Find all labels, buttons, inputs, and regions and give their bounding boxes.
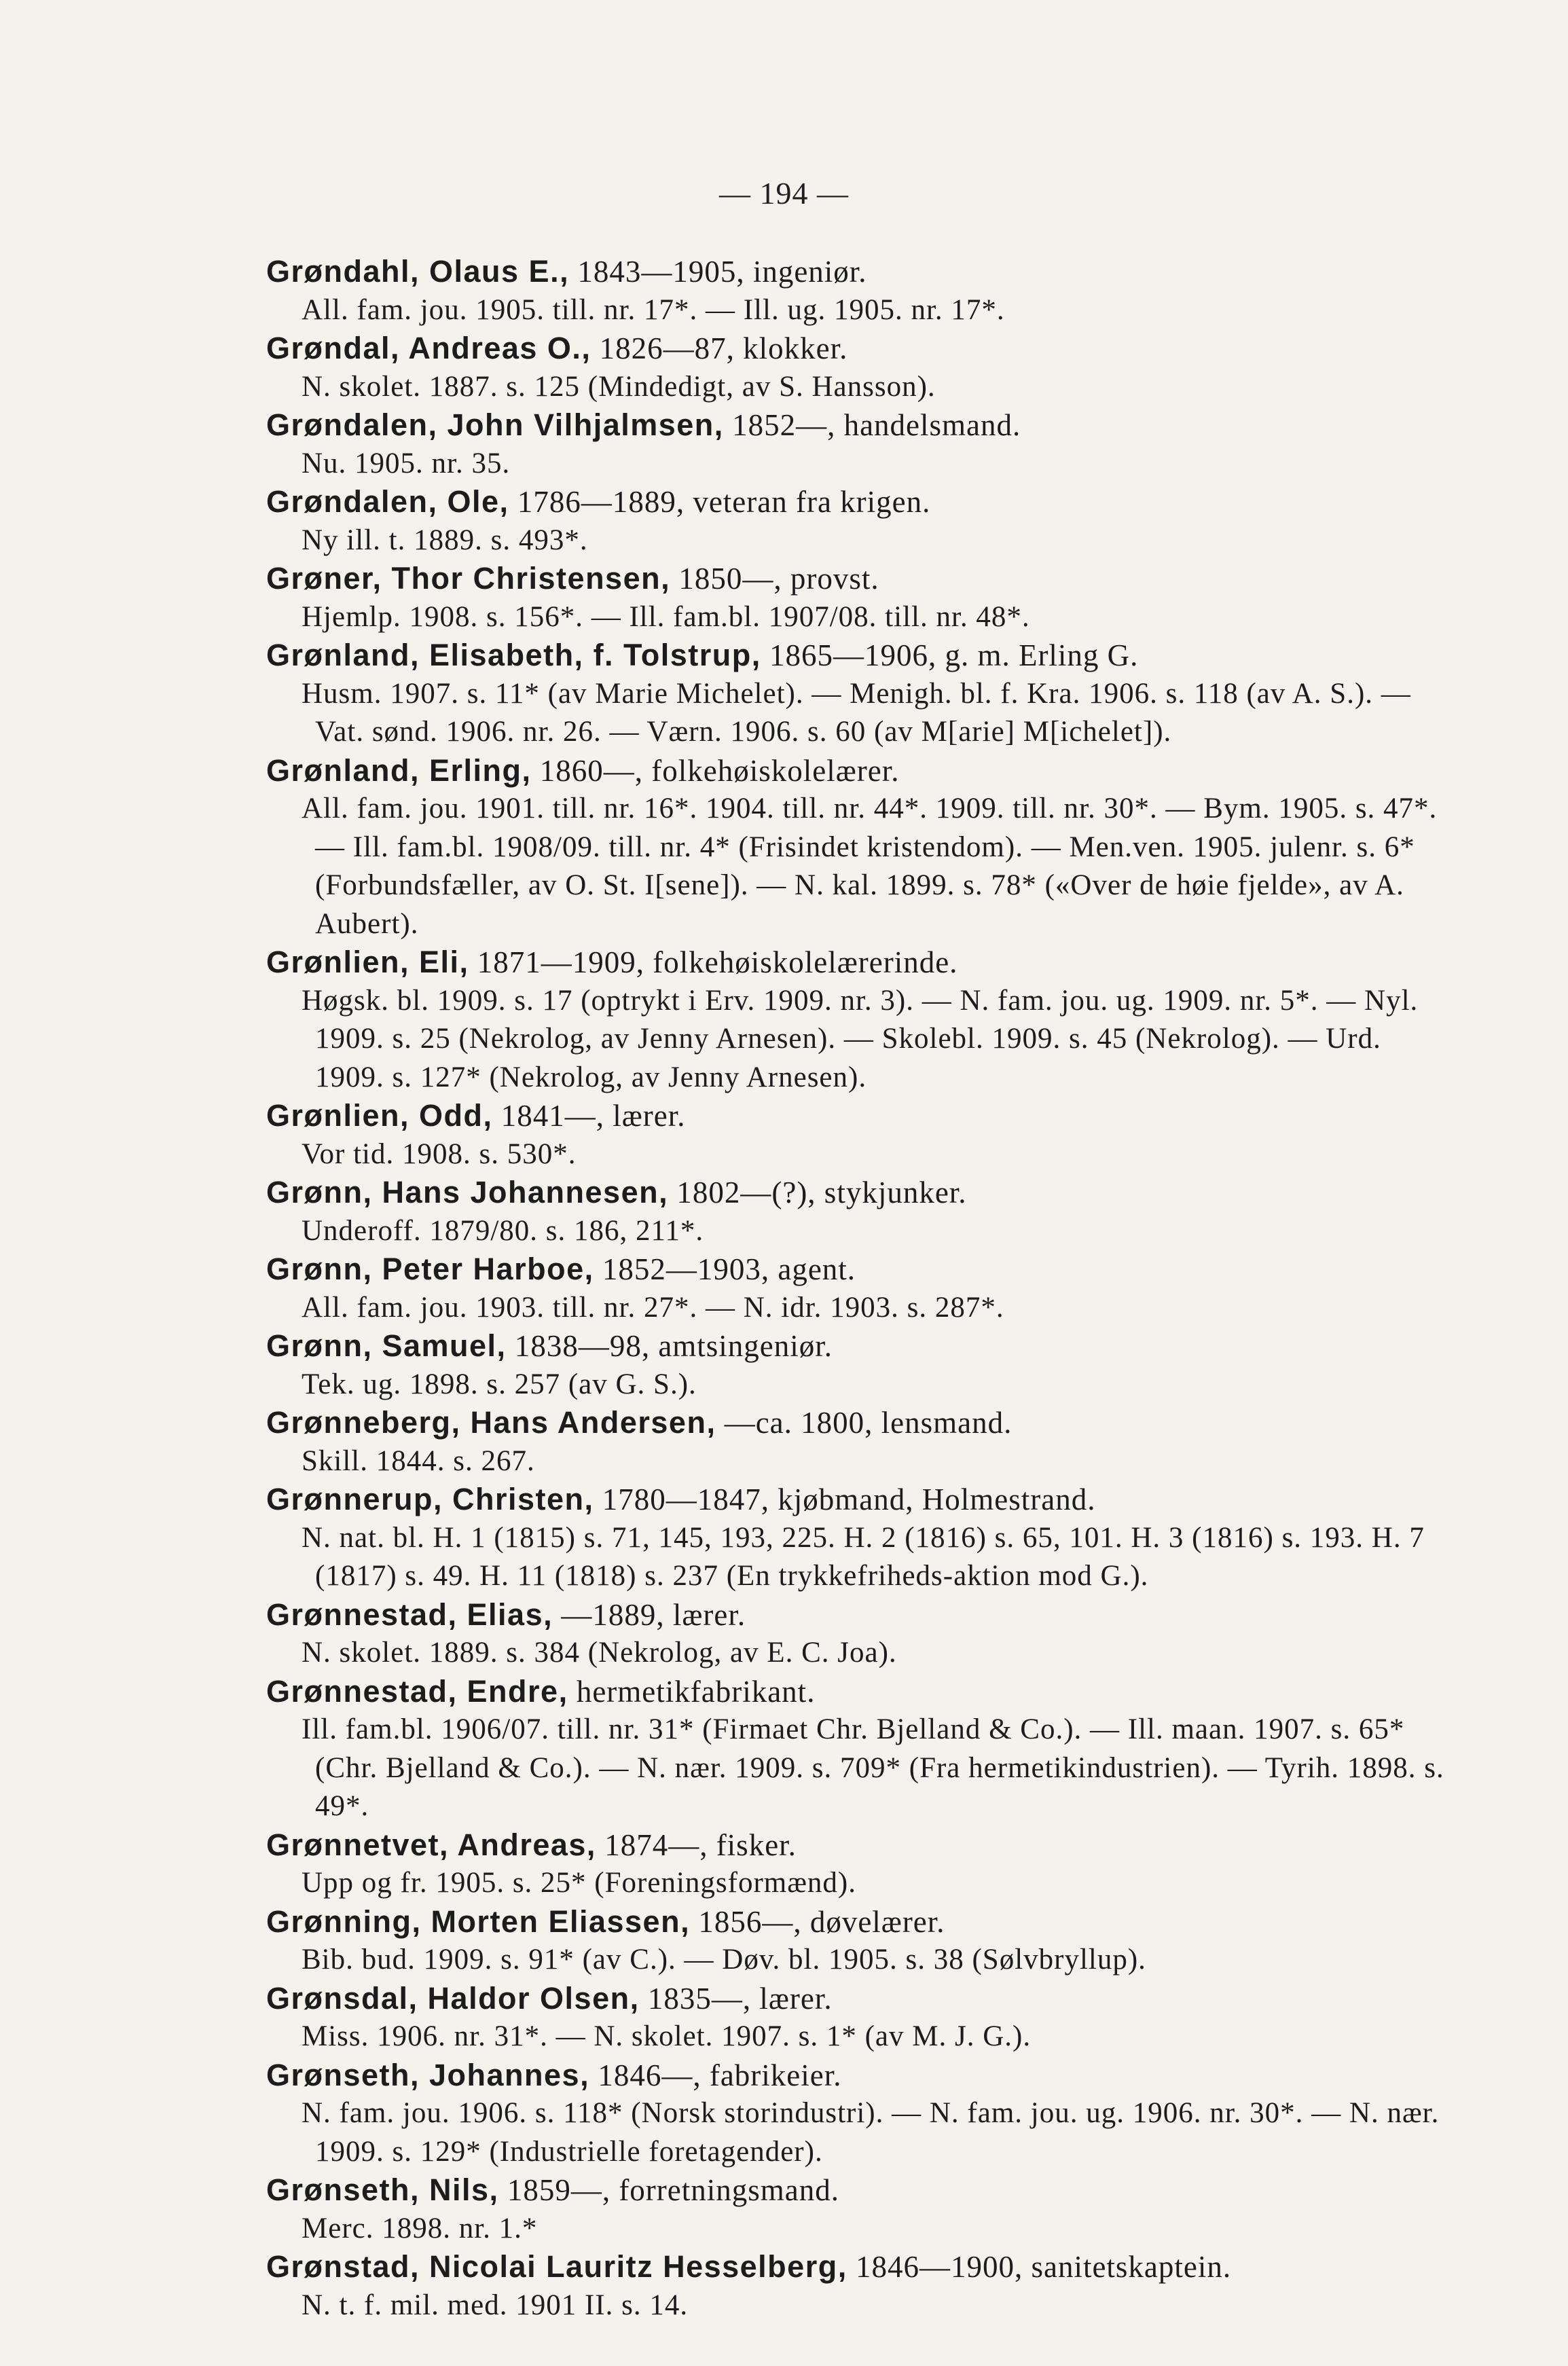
- entry: [266, 1903, 1455, 1980]
- entry-heading: [266, 406, 1455, 445]
- person-name: Grønnestad, Elias,: [266, 1597, 553, 1632]
- page-number: — 194 —: [719, 176, 849, 211]
- entry: [266, 1480, 1455, 1596]
- entry: [266, 1980, 1455, 2056]
- entry-heading: [266, 752, 1455, 790]
- person-name: Grønsdal, Haldor Olsen,: [266, 1980, 640, 2016]
- entry-heading: [266, 560, 1455, 598]
- entry: [266, 560, 1455, 636]
- entry-references: Nu. 1905. nr. 35.: [302, 447, 511, 479]
- person-name: Grønland, Elisabeth, f. Tolstrup,: [266, 638, 761, 672]
- entry-heading: [266, 1596, 1455, 1635]
- entry-references: Bib. bud. 1909. s. 91* (av C.). — Døv. bl. 1905. s. 38 (Sølvbryllup).: [302, 1944, 1146, 1976]
- entry-references: Husm. 1907. s. 11* (av Marie Michelet). — Menigh. bl. f. Kra. 1906. s. 118 (av A. S.). — Vat. sønd. 1906. nr. 26. — Værn. 1906. s. 60 (av M[arie] M[ichelet]).: [302, 677, 1411, 748]
- person-dates-occupation: 1846—, fabrikeier.: [589, 2058, 842, 2092]
- person-dates-occupation: 1860—, folkehøiskolelærer.: [531, 753, 900, 788]
- person-dates-occupation: 1846—1900, sanitetskaptein.: [847, 2250, 1232, 2284]
- entry-heading: [266, 1480, 1455, 1519]
- entry-references: Upp og fr. 1905. s. 25* (Foreningsformænd).: [302, 1867, 856, 1899]
- person-dates-occupation: 1843—1905, ingeniør.: [569, 255, 867, 289]
- entry-references: Tek. ug. 1898. s. 257 (av G. S.).: [302, 1368, 697, 1400]
- entry: [266, 483, 1455, 560]
- person-dates-occupation: 1780—1847, kjøbmand, Holmestrand.: [594, 1482, 1096, 1516]
- entry: [266, 1826, 1455, 1903]
- person-dates-occupation: —1889, lærer.: [553, 1597, 746, 1632]
- person-dates-occupation: 1874—, fisker.: [596, 1827, 797, 1862]
- person-name: Grønstad, Nicolai Lauritz Hesselberg,: [266, 2249, 847, 2284]
- entry-heading: [266, 253, 1455, 291]
- person-name: Grøndal, Andreas O.,: [266, 331, 591, 365]
- entry: [266, 943, 1455, 1097]
- entry: [266, 1404, 1455, 1480]
- person-dates-occupation: 1852—, handelsmand.: [723, 408, 1021, 442]
- entry: [266, 636, 1455, 752]
- entry-heading: [266, 1097, 1455, 1135]
- entry-references: N. t. f. mil. med. 1901 II. s. 14.: [302, 2289, 689, 2321]
- entry: [266, 2248, 1455, 2325]
- entry-heading: [266, 2056, 1455, 2095]
- person-name: Grønlien, Eli,: [266, 945, 469, 979]
- person-name: Grønn, Hans Johannesen,: [266, 1175, 669, 1209]
- person-name: Grønseth, Nils,: [266, 2172, 499, 2207]
- entry-references: All. fam. jou. 1903. till. nr. 27*. — N. idr. 1903. s. 287*.: [302, 1291, 1004, 1324]
- person-dates-occupation: 1865—1906, g. m. Erling G.: [761, 638, 1139, 672]
- entry: [266, 406, 1455, 483]
- entry-heading: [266, 329, 1455, 368]
- person-name: Grønn, Peter Harboe,: [266, 1252, 594, 1286]
- person-name: Grønnerup, Christen,: [266, 1482, 594, 1516]
- person-name: Grøndalen, Ole,: [266, 484, 509, 519]
- person-name: Grøndahl, Olaus E.,: [266, 254, 570, 289]
- person-dates-occupation: 1856—, døvelærer.: [690, 1904, 945, 1939]
- entry-heading: [266, 483, 1455, 522]
- person-dates-occupation: 1835—, lærer.: [639, 1981, 833, 2016]
- entry-heading: [266, 1673, 1455, 1711]
- entry: [266, 1250, 1455, 1327]
- entry-heading: [266, 1980, 1455, 2018]
- person-name: Grønn, Samuel,: [266, 1328, 507, 1363]
- person-dates-occupation: 1852—1903, agent.: [594, 1252, 856, 1286]
- entry-references: Merc. 1898. nr. 1.*: [302, 2212, 538, 2244]
- entry: [266, 1173, 1455, 1250]
- person-dates-occupation: 1802—(?), stykjunker.: [668, 1176, 967, 1209]
- person-dates-occupation: 1850—, provst.: [670, 562, 879, 596]
- entry: [266, 329, 1455, 406]
- person-dates-occupation: 1838—98, amtsingeniør.: [506, 1329, 833, 1363]
- entry-references: All. fam. jou. 1901. till. nr. 16*. 1904. till. nr. 44*. 1909. till. nr. 30*. — Bym. 1905. s. 47*. — Ill. fam.bl. 1908/09. till. nr. 4* (Frisindet kristendom). — Men.ven. 1905. julenr. s. 6* (Forbundsfæller, av O. St. I[sene]). — N. kal. 1899. s. 78* («Over de høie fjelde», av A. Aubert).: [302, 793, 1438, 940]
- entry-heading: [266, 1327, 1455, 1366]
- entry-references: Underoff. 1879/80. s. 186, 211*.: [302, 1214, 704, 1247]
- entry: [266, 1673, 1455, 1826]
- entry-heading: [266, 1250, 1455, 1289]
- entry-references: Høgsk. bl. 1909. s. 17 (optrykt i Erv. 1909. nr. 3). — N. fam. jou. ug. 1909. nr. 5*. — Nyl. 1909. s. 25 (Nekrolog, av Jenny Arnesen). — Skolebl. 1909. s. 45 (Nekrolog). — Urd. 1909. s. 127* (Nekrolog, av Jenny Arnesen).: [302, 984, 1419, 1093]
- person-dates-occupation: hermetikfabrikant.: [568, 1674, 816, 1709]
- entry: [266, 1327, 1455, 1404]
- bibliography-entries: [266, 253, 1455, 2325]
- person-dates-occupation: —ca. 1800, lensmand.: [716, 1406, 1013, 1440]
- entry: [266, 2056, 1455, 2172]
- entry-references: N. skolet. 1889. s. 384 (Nekrolog, av E. C. Joa).: [302, 1637, 897, 1669]
- entry: [266, 752, 1455, 944]
- person-name: Grønseth, Johannes,: [266, 2057, 590, 2092]
- entry-heading: [266, 1173, 1455, 1212]
- entry: [266, 1596, 1455, 1673]
- entry-references: Skill. 1844. s. 267.: [302, 1444, 535, 1477]
- entry-references: Ill. fam.bl. 1906/07. till. nr. 31* (Firmaet Chr. Bjelland & Co.). — Ill. maan. 1907. s. 65* (Chr. Bjelland & Co.). — N. nær. 1909. s. 709* (Fra hermetikindustrien). — Tyrih. 1898. s. 49*.: [302, 1713, 1444, 1822]
- entry: [266, 2171, 1455, 2248]
- entry-references: All. fam. jou. 1905. till. nr. 17*. — Ill. ug. 1905. nr. 17*.: [302, 293, 1005, 326]
- entry-heading: [266, 1903, 1455, 1942]
- entry-heading: [266, 2248, 1455, 2287]
- person-name: Grøndalen, John Vilhjalmsen,: [266, 407, 724, 442]
- entry-heading: [266, 2171, 1455, 2210]
- entry-references: Vor tid. 1908. s. 530*.: [302, 1138, 577, 1170]
- entry-references: Miss. 1906. nr. 31*. — N. skolet. 1907. s. 1* (av M. J. G.).: [302, 2020, 1032, 2052]
- person-name: Grønning, Morten Eliassen,: [266, 1904, 691, 1939]
- person-name: Grønneberg, Hans Andersen,: [266, 1405, 716, 1440]
- entry-references: N. nat. bl. H. 1 (1815) s. 71, 145, 193, 225. H. 2 (1816) s. 65, 101. H. 3 (1816) s. 193. H. 7 (1817) s. 49. H. 11 (1818) s. 237 (En trykkefriheds-aktion mod G.).: [302, 1521, 1425, 1592]
- entry-heading: [266, 1826, 1455, 1865]
- person-dates-occupation: 1786—1889, veteran fra krigen.: [509, 485, 931, 519]
- person-dates-occupation: 1841—, lærer.: [492, 1099, 686, 1133]
- entry-references: N. skolet. 1887. s. 125 (Mindedigt, av S. Hansson).: [302, 370, 936, 403]
- person-name: Grønnetvet, Andreas,: [266, 1827, 596, 1862]
- entry-references: Ny ill. t. 1889. s. 493*.: [302, 524, 588, 556]
- person-name: Grønland, Erling,: [266, 752, 532, 788]
- entry: [266, 253, 1455, 329]
- entry-heading: [266, 943, 1455, 982]
- person-dates-occupation: 1826—87, klokker.: [591, 331, 848, 365]
- person-dates-occupation: 1871—1909, folkehøiskolelærerinde.: [469, 945, 958, 979]
- person-name: Grøner, Thor Christensen,: [266, 561, 671, 596]
- person-dates-occupation: 1859—, forretningsmand.: [498, 2173, 839, 2207]
- entry-references: Hjemlp. 1908. s. 156*. — Ill. fam.bl. 1907/08. till. nr. 48*.: [302, 600, 1030, 633]
- entry-heading: [266, 636, 1455, 675]
- entry-references: N. fam. jou. 1906. s. 118* (Norsk storindustri). — N. fam. jou. ug. 1906. nr. 30*. — N. nær. 1909. s. 129* (Industrielle foretagender).: [302, 2097, 1440, 2168]
- person-name: Grønnestad, Endre,: [266, 1673, 568, 1709]
- person-name: Grønlien, Odd,: [266, 1098, 493, 1133]
- entry-heading: [266, 1404, 1455, 1442]
- entry: [266, 1097, 1455, 1173]
